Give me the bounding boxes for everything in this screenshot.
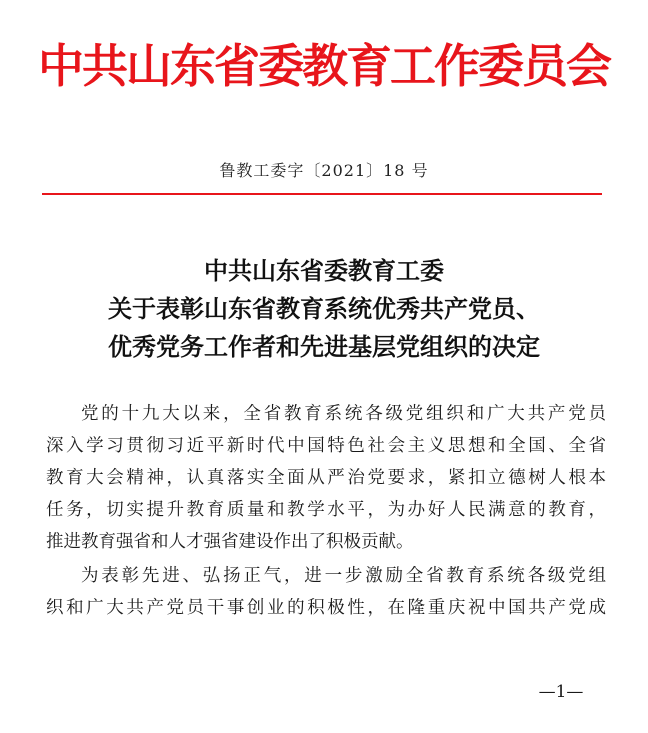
document-body <box>46 398 606 626</box>
paragraph-line: 织和广大共产党员干事创业的积极性，在隆重庆祝中国共产党成 <box>46 598 606 618</box>
paragraph-line: 教育大会精神，认真落实全面从严治党要求，紧扣立德树人根本 <box>46 468 606 488</box>
document-title <box>0 252 648 366</box>
issuing-organization-masthead: 中共山东省委教育工作委员会 <box>38 39 610 93</box>
title-line-subject-2: 优秀党务工作者和先进基层党组织的决定 <box>108 332 540 361</box>
paragraph-line: 党的十九大以来，全省教育系统各级党组织和广大共产党员 <box>81 404 606 424</box>
title-line-subject-1: 关于表彰山东省教育系统优秀共产党员、 <box>108 294 540 323</box>
body-paragraph-1 <box>46 398 606 558</box>
paragraph-line: 推进教育强省和人才强省建设作出了积极贡献。 <box>46 532 414 552</box>
paragraph-line: 深入学习贯彻习近平新时代中国特色社会主义思想和全国、全省 <box>46 436 606 456</box>
document-number: 鲁教工委字〔2021〕18 号 <box>219 161 429 180</box>
title-line-issuer: 中共山东省委教育工委 <box>204 256 444 285</box>
page-number: —1— <box>538 682 584 702</box>
body-paragraph-2 <box>46 560 606 624</box>
paragraph-line: 为表彰先进、弘扬正气，进一步激励全省教育系统各级党组 <box>81 566 606 586</box>
red-separator-rule <box>42 193 602 195</box>
paragraph-line: 任务，切实提升教育质量和教学水平，为办好人民满意的教育， <box>46 500 606 520</box>
